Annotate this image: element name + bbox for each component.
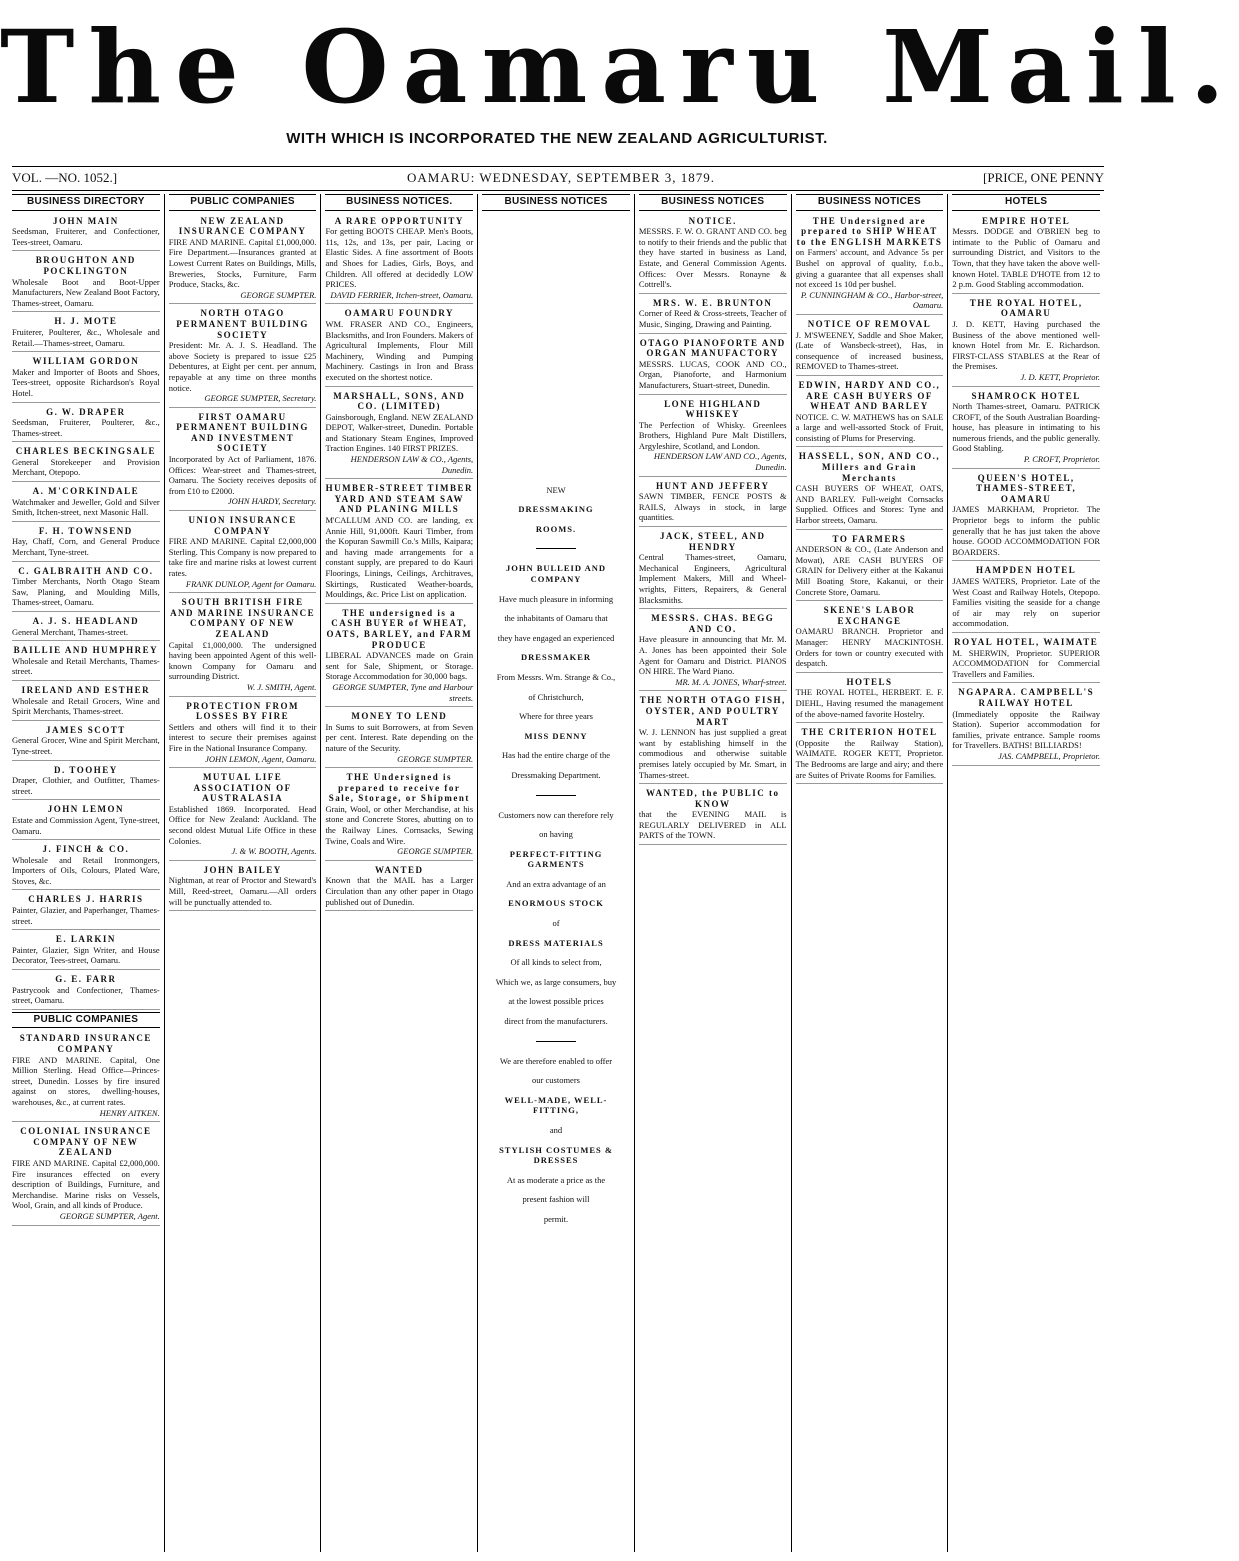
advertisement — [12, 314, 160, 352]
advertisement — [796, 317, 944, 376]
ad-body: Central Thames-street, Oamaru, Mechanical Engineers, Agricultural Implement Makers, Mill and Wheel-wrights, Fitters, Repairers, & General Blacksmiths. — [638, 552, 787, 605]
advertisement — [639, 479, 787, 527]
dressmaking-advertisement — [482, 214, 630, 1225]
ad-body: Draper, Clothier, and Outfitter, Thames-street. — [12, 775, 160, 796]
column-heading: PUBLIC COMPANIES — [169, 194, 317, 211]
ad-body: Corner of Reed & Cross-streets, Teacher of Music, Singing, Drawing and Painting. — [638, 308, 787, 329]
feature-line: And an extra advantage of an — [506, 878, 606, 889]
ad-heading: NEW ZEALAND INSURANCE COMPANY — [178, 215, 307, 237]
ad-heading: MONEY TO LEND — [351, 711, 448, 722]
ad-heading: IRELAND AND ESTHER — [21, 684, 151, 695]
advertisement — [639, 296, 787, 334]
ad-heading: ROYAL HOTEL, WAIMATE — [954, 636, 1099, 647]
advertisement — [12, 763, 160, 801]
feature-line: permit. — [543, 1213, 569, 1224]
ad-heading: D. TOOHEY — [54, 764, 118, 775]
ad-body: Timber Merchants, North Otago Steam Saw, Planing, and Moulding Mills, Thames-street, Oamaru. — [12, 576, 160, 608]
ad-body: Nightman, at rear of Proctor and Steward's Mill, Reed-street, Oamaru.—All orders will be punctually attended to. — [168, 875, 317, 907]
ad-signature: P. CROFT, Proprietor. — [1023, 454, 1101, 465]
ad-body: JAMES WATERS, Proprietor. Late of the West Coast and Railway Hotels, Otepopo. Families visiting the seaside for a change of air may rely on superior accommodation. — [952, 576, 1101, 629]
advertisement — [952, 296, 1100, 387]
ad-list — [325, 214, 473, 912]
top-rule — [12, 166, 1104, 167]
ad-list — [12, 1031, 160, 1225]
ad-body: Incorporated by Act of Parliament, 1876. Offices: Wear-street and Thames-street, Oamaru. The Society receives deposits of from £10 to £2000. — [168, 454, 317, 496]
advertisement — [169, 214, 317, 305]
feature-line: MISS DENNY — [524, 730, 588, 741]
feature-line: of — [552, 918, 560, 929]
ad-heading: SHAMROCK HOTEL — [971, 390, 1081, 401]
separator — [536, 795, 576, 796]
ad-signature: GEORGE SUMPTER. — [240, 289, 317, 300]
ad-heading: CHARLES J. HARRIS — [28, 894, 144, 905]
ad-signature: W. J. SMITH, Agent. — [246, 681, 317, 692]
feature-line: Which we, as large consumers, buy — [495, 976, 617, 987]
advertisement — [639, 786, 787, 845]
ad-signature: JOHN LEMON, Agent, Oamaru. — [205, 753, 317, 764]
ad-body: General Storekeeper and Provision Merchant, Otepopo. — [12, 456, 160, 478]
ad-heading: BAILLIE AND HUMPHREY — [13, 645, 159, 656]
column-subheading: PUBLIC COMPANIES — [12, 1012, 160, 1029]
ad-body: M. SHERWIN, Proprietor. SUPERIOR ACCOMMODATION for Commercial Travellers and Families. — [952, 647, 1101, 679]
ad-body: FIRE AND MARINE. Capital £2,000,000. Fire insurances effected on every description of Buildings, Furniture, and Merchandise. Marine risks on Vessels, Wool, Grain, and all kinds of Produce. — [12, 1157, 160, 1211]
feature-line: the inhabitants of Oamaru that — [504, 613, 608, 624]
feature-line: STYLISH COSTUMES & DRESSES — [499, 1144, 613, 1166]
ad-body: FIRE AND MARINE. Capital, One Million Sterling. Head Office—Princes-street, Dunedin. Losses by fire insured against on stores, dwelling-houses, warehouses, &c., at current rates. — [12, 1054, 160, 1107]
feature-line: DRESS MATERIALS — [508, 937, 604, 948]
ad-body: Estate and Commission Agent, Tyne-street, Oamaru. — [12, 814, 160, 836]
ad-heading: G. E. FARR — [55, 974, 117, 985]
feature-line: JOHN BULLEID AND COMPANY — [505, 563, 607, 584]
ad-heading: G. W. DRAPER — [46, 406, 126, 417]
separator — [536, 548, 576, 549]
feature-line: Have much pleasure in informing — [498, 593, 614, 604]
advertisement — [639, 397, 787, 477]
ad-list — [12, 214, 160, 1010]
feature-line: direct from the manufacturers. — [504, 1016, 608, 1027]
ad-heading: HUMBER-STREET TIMBER YARD AND STEAM SAW AND PLANING MILLS — [325, 483, 474, 515]
ad-heading: THE Undersigned are prepared to SHIP WHEAT to the ENGLISH MARKETS — [796, 215, 943, 247]
advertisement — [12, 253, 160, 312]
ad-heading: JACK, STEEL, AND HENDRY — [659, 531, 766, 552]
advertisement — [12, 354, 160, 402]
masthead — [0, 0, 1239, 175]
ad-heading: EDWIN, HARDY AND CO., ARE CASH BUYERS OF WHEAT AND BARLEY — [798, 379, 941, 412]
ad-heading: J. FINCH & CO. — [42, 844, 130, 855]
ad-body: North Thames-street, Oamaru. PATRICK CROFT, of the South Australian Boarding-house, has pleasure in intimating to his numerous friends, and the public generally. Good Stabling. — [952, 401, 1101, 454]
feature-line: our customers — [532, 1075, 580, 1086]
ad-body: Watchmaker and Jeweller, Gold and Silver Smith, Itchen-street, next Masonic Hall. — [12, 496, 160, 518]
ad-body: For getting BOOTS CHEAP. Men's Boots, 11s, 12s, and 13s, per pair, Lacing or Elastic Sides. A fine assortment of Boots and Shoes for Ladies, Girls, Boys, and Children. All offered at decidedly LOW PRICES. — [325, 226, 474, 290]
ad-body: Wholesale and Retail Ironmongers, Importers of Oils, Colours, Plated Ware, Stoves, &c. — [12, 854, 160, 886]
ad-body: MESSRS. F. W. O. GRANT AND CO. beg to notify to their friends and the public that they have started in business as Land, Estate, and General Commission Agents. Offices: Over Messrs. Ronayne & Cottrell's. — [638, 226, 787, 290]
advertisement — [12, 564, 160, 612]
ad-body: WM. FRASER AND CO., Engineers, Blacksmiths, and Iron Founders. Makers of Agricultural Implements, Flour Mill Machinery, Winding and Pumping Machinery. Castings in Iron and Brass executed on the shortest notice. — [325, 318, 474, 382]
feature-line: Customers now can therefore rely — [498, 809, 614, 820]
advertisement — [12, 802, 160, 840]
feature-line: present fashion will — [522, 1194, 590, 1205]
advertisement — [12, 524, 160, 562]
advertisement — [325, 606, 473, 707]
ad-heading: FIRST OAMARU PERMANENT BUILDING AND INVESTMENT SOCIETY — [176, 411, 309, 454]
newspaper-subtitle: WITH WHICH IS INCORPORATED THE NEW ZEALAND AGRICULTURIST. — [286, 130, 828, 147]
advertisement — [796, 532, 944, 602]
feature-line: Dressmaking Department. — [511, 769, 601, 780]
ad-body: General Merchant, Thames-street. — [12, 626, 128, 637]
advertisement — [169, 410, 317, 511]
ad-body: Hay, Chaff, Corn, and General Produce Merchant, Tyne-street. — [12, 536, 160, 558]
ad-body: Settlers and others will find it to their interest to secure their premises against Fire in the National Insurance Company. — [168, 721, 317, 753]
ad-heading: LONE HIGHLAND WHISKEY — [664, 398, 762, 420]
feature-line: DRESSMAKING — [518, 504, 594, 515]
feature-line: ROOMS. — [535, 523, 577, 534]
ad-body: CASH BUYERS OF WHEAT, OATS, AND BARLEY. Full-weight Cornsacks Supplied. Offices and Stores: Tyne and Harbor streets, Oamaru. — [795, 483, 944, 526]
ad-heading: THE CRITERION HOTEL — [801, 727, 938, 738]
ad-body: Maker and Importer of Boots and Shoes, Tees-street, opposite Richardson's Royal Hotel. — [12, 366, 160, 398]
advertisement — [796, 603, 944, 673]
ad-heading: UNION INSURANCE COMPANY — [188, 515, 297, 536]
ad-body: LIBERAL ADVANCES made on Grain sent for Sale, Shipment, or Storage. Storage Accommodation for 30,000 bags. — [325, 650, 474, 682]
ad-body: In Sums to suit Borrowers, at from Seven per cent. Interest. Rate depending on the nature of the Security. — [325, 721, 474, 753]
dateline: OAMARU: WEDNESDAY, SEPTEMBER 3, 1879. — [407, 170, 715, 185]
ad-body: Seedsman, Fruiterer, Poulterer, &c., Thames-street. — [12, 417, 160, 438]
ad-body: W. J. LENNON has just supplied a great want by establishing himself in the commodious and otherwise suitable premises lately occupied by Mr. Smart, in Thames-street. — [638, 727, 787, 780]
advertisement — [12, 444, 160, 482]
column-business-notices-1 — [320, 194, 477, 1552]
feature-line: DRESSMAKER — [521, 652, 591, 663]
advertisement — [952, 471, 1100, 562]
ad-heading: JOHN LEMON — [47, 804, 124, 815]
ad-signature: JOHN HARDY, Secretary. — [227, 496, 317, 507]
ad-body: M'CALLUM AND CO. are landing, ex Annie Hill, 91,000ft. Kauri Timber, from the Kopuran Sawmill Co.'s Mills, Kaipara; and having made arrangements for a constant supply, are prepared to do Kauri Floorings, Linings, Ceilings, Architraves, Skirtings, Rusticated Weather-boards, Mouldings, &c. Price List on application. — [325, 515, 474, 600]
ad-heading: NORTH OTAGO PERMANENT BUILDING SOCIETY — [176, 308, 309, 340]
advertisement — [12, 1031, 160, 1122]
feature-line: they have engaged an experienced — [497, 632, 615, 643]
ad-heading: HASSELL, SON, AND CO., Millers and Grain Merchants — [798, 451, 941, 483]
ad-body: (Opposite the Railway Station), WAIMATE. ROGER KETT, Proprietor. The Bedrooms are large and airy; and there are Suites of Private Rooms for Families. — [795, 737, 944, 780]
advertisement — [325, 770, 473, 861]
ad-heading: NOTICE. — [688, 215, 737, 226]
ad-body: MESSRS. LUCAS, COOK AND CO., Organ, Pianoforte, and Harmonium Manufacturers, Stuart-street, Dunedin. — [638, 358, 787, 390]
ad-body: Wholesale and Retail Merchants, Thames-street. — [12, 655, 160, 677]
advertisement — [796, 214, 944, 315]
issue-info-bar — [12, 170, 1104, 190]
column-business-notices-2 — [634, 194, 791, 1552]
advertisement — [952, 214, 1100, 294]
advertisement — [796, 725, 944, 784]
column-public-companies — [164, 194, 321, 1552]
ad-heading: OAMARU FOUNDRY — [344, 308, 455, 319]
feature-line: PERFECT-FITTING GARMENTS — [509, 848, 603, 870]
advertisement — [169, 863, 317, 911]
ad-heading: BROUGHTON AND POCKLINGTON — [35, 255, 136, 276]
ad-heading: A RARE OPPORTUNITY — [334, 215, 464, 226]
column-heading: HOTELS — [952, 194, 1100, 211]
ad-body: Wholesale Boot and Boot-Upper Manufacturers, New Zealand Boot Factory, Thames-street, Oamaru. — [12, 276, 160, 308]
feature-line: Where for three years — [519, 711, 593, 722]
ad-heading: THE Undersigned is prepared to receive for Sale, Storage, or Shipment — [328, 772, 470, 804]
ad-heading: EMPIRE HOTEL — [982, 215, 1071, 226]
advertisement — [169, 699, 317, 769]
ad-body: Seedsman, Fruiterer, and Confectioner, Tees-street, Oamaru. — [12, 226, 160, 247]
feature-line: on having — [539, 829, 573, 840]
ad-heading: SKENE'S LABOR EXCHANGE — [823, 605, 916, 626]
column-heading: BUSINESS NOTICES — [482, 194, 630, 211]
advertisement — [12, 683, 160, 721]
ad-body: Painter, Glazier, and Paperhanger, Thames-street. — [12, 905, 160, 926]
ad-heading: WILLIAM GORDON — [32, 356, 140, 367]
ad-heading: SOUTH BRITISH FIRE AND MARINE INSURANCE COMPANY OF NEW ZEALAND — [170, 597, 316, 639]
ad-heading: QUEEN'S HOTEL, THAMES-STREET, OAMARU — [976, 472, 1077, 504]
ad-body: Gainsborough, England. NEW ZEALAND DEPOT, Walker-street, Dunedin. Portable and Stationary Steam Engines, Improved Traction Engines. 140 FIRST PRIZES. — [325, 411, 474, 454]
advertisement — [12, 842, 160, 890]
ad-body: on Farmers' account, and Advance 5s per Bushel on approval of quality, f.o.b., giving a guarantee that all expenses shall not exceed 1s 10d per bushel. — [795, 247, 944, 290]
volume-number: VOL. —NO. 1052.] — [12, 170, 118, 185]
feature-line: We are therefore enabled to offer — [499, 1055, 613, 1066]
ad-heading: TO FARMERS — [832, 533, 907, 544]
ad-body: FIRE AND MARINE. Capital £1,000,000. Fire Department.—Insurances granted at Lowest Current Rates on Buildings, Mills, Breweries, Stocks, Furniture, Farm Produce, Stacks, &c. — [168, 236, 317, 290]
advertisement — [952, 685, 1100, 765]
ad-signature: GEORGE SUMPTER, Tyne and Harbour streets. — [332, 681, 474, 703]
separator — [536, 1041, 576, 1042]
ad-signature: GEORGE SUMPTER, Agent. — [59, 1210, 160, 1221]
ad-heading: NGAPARA. CAMPBELL'S RAILWAY HOTEL — [958, 687, 1095, 708]
ad-heading: MARSHALL, SONS, AND CO. (LIMITED) — [333, 390, 466, 412]
ad-body: Known that the MAIL has a Larger Circulation than any other paper in Otago published out of Dunedin. — [325, 875, 474, 907]
advertisement — [639, 611, 787, 691]
advertisement — [639, 529, 787, 609]
ad-heading: JOHN BAILEY — [203, 864, 282, 875]
ad-heading: THE undersigned is a CASH BUYER of WHEAT, OATS, BARLEY, and FARM PRODUCE — [326, 607, 473, 650]
column-hotels — [947, 194, 1104, 1552]
advertisement — [796, 378, 944, 448]
ad-body: Fruiterer, Poulterer, &c., Wholesale and Retail.—Thames-street, Oamaru. — [12, 326, 160, 348]
ad-heading: THE NORTH OTAGO FISH, OYSTER, AND POULTRY MART — [639, 695, 786, 727]
feature-line: Has had the entire charge of the — [502, 750, 610, 761]
advertisement — [325, 863, 473, 911]
ad-body: SAWN TIMBER, FENCE POSTS & RAILS, Always in stock, in large quantities. — [638, 491, 787, 523]
feature-line: of Christchurch, — [528, 691, 584, 702]
ad-heading: A. J. S. HEADLAND — [32, 616, 140, 626]
advertisement — [169, 306, 317, 407]
ad-signature: J. & W. BOOTH, Agents. — [231, 846, 317, 857]
ad-body: Capital £1,000,000. The undersigned having been appointed Agent of this well-known Company for Oamaru and surrounding District. — [168, 639, 317, 682]
ad-signature: P. CUNNINGHAM & CO., Harbor-street, Oamaru. — [800, 289, 944, 311]
ad-body: ANDERSON & CO., (Late Anderson and Mowat), ARE CASH BUYERS OF GRAIN for Delivery either at the Kakanui Mill Boating Store, Kakanui, or their Concrete Store, Oamaru. — [795, 544, 944, 597]
ad-body: FIRE AND MARINE. Capital £2,000,000 Sterling. This Company is now prepared to take fire and marine risks at lowest current rates. — [168, 536, 317, 578]
advertisement — [12, 972, 160, 1010]
ad-heading: THE ROYAL HOTEL, OAMARU — [969, 297, 1083, 319]
advertisement — [169, 595, 317, 696]
feature-line: NEW — [546, 484, 566, 495]
ad-body: NOTICE. C. W. MATHEWS has on SALE a large and well-assorted Stock of Fruit, consisting of Plums for Preserving. — [795, 411, 944, 443]
ad-list — [952, 214, 1100, 766]
ad-signature: HENDERSON LAW & CO., Agents, Dunedin. — [350, 454, 474, 475]
ad-heading: C. GALBRAITH AND CO. — [18, 565, 154, 576]
ad-list — [169, 214, 317, 912]
ad-heading: MUTUAL LIFE ASSOCIATION OF AUSTRALASIA — [193, 772, 292, 804]
ad-body: THE ROYAL HOTEL, HERBERT. E. F. DIEHL, Having resumed the management of the above-named favorite Hostelry. — [795, 687, 944, 719]
ad-heading: STANDARD INSURANCE COMPANY — [19, 1033, 152, 1054]
advertisement — [325, 481, 473, 604]
advertisement — [169, 770, 317, 861]
advertisement — [12, 932, 160, 970]
ad-body: Messrs. DODGE and O'BRIEN beg to intimate to the Public of Oamaru and surrounding District, and Visitors to the Town, that they have taken the above well-known Hotel. TABLE D'HOTE from 12 to 2 p.m. Good Stabling accommodation. — [952, 226, 1101, 290]
advertisement — [325, 214, 473, 305]
advertisement — [12, 1124, 160, 1225]
feature-line: WELL-MADE, WELL-FITTING, — [504, 1094, 608, 1116]
ad-list — [796, 214, 944, 785]
advertisement — [12, 214, 160, 252]
ad-body: Painter, Glazier, Sign Writer, and House Decorator, Tees-street, Oamaru. — [12, 944, 160, 966]
feature-line: Of all kinds to select from, — [510, 957, 602, 968]
ad-body: J. D. KETT, Having purchased the Business of the above mentioned well-known Hotel from Mr. E. Richardson. FIRST-CLASS STABLES at the Rear of the Premises. — [952, 318, 1101, 372]
ad-signature: GEORGE SUMPTER. — [397, 846, 474, 857]
column-business-directory — [12, 194, 164, 1552]
ad-body: (Immediately opposite the Railway Station). Superior accommodation for families, private entrance. Sample rooms for Travellers. BATHS! BILLIARDS! — [952, 708, 1101, 751]
ad-heading: COLONIAL INSURANCE COMPANY OF NEW ZEALAND — [20, 1126, 152, 1158]
ad-body: Grain, Wool, or other Merchandise, at his stone and Concrete Stores, abutting on to the Railway Lines. Cornsacks, Sewing Twine, Coals and Wire. — [325, 803, 474, 846]
ad-body: that the EVENING MAIL is REGULARLY DELIVERED in ALL PARTS of the TOWN. — [638, 809, 787, 841]
advertisement — [12, 892, 160, 930]
ad-heading: MRS. W. E. BRUNTON — [653, 297, 773, 308]
ad-heading: MESSRS. CHAS. BEGG AND CO. — [651, 613, 775, 634]
ad-heading: JAMES SCOTT — [45, 724, 126, 735]
ad-heading: H. J. MOTE — [54, 316, 118, 327]
ad-body: General Grocer, Wine and Spirit Merchant, Tyne-street. — [12, 735, 160, 756]
feature-line: At as moderate a price as the — [506, 1174, 606, 1185]
ad-signature: DAVID FERRIER, Itchen-street, Oamaru. — [330, 289, 474, 300]
ad-body: Have pleasure in announcing that Mr. M. A. Jones has been appointed their Sole Agent for Oamaru and District. PIANOS ON HIRE. The Ward Piano. — [638, 634, 787, 677]
ad-body: President: Mr. A. J. S. Headland. The above Society is prepared to issue £25 Debentures, at Eight per cent. per annum, repayable at any time on three months notice. — [168, 340, 317, 393]
ad-heading: HAMPDEN HOTEL — [976, 565, 1077, 576]
bottom-rule — [12, 190, 1104, 191]
column-business-notices-3 — [791, 194, 948, 1552]
ad-heading: OTAGO PIANOFORTE AND ORGAN MANUFACTORY — [639, 337, 786, 359]
price: [PRICE, ONE PENNY — [983, 170, 1104, 185]
ad-signature: HENRY AITKEN. — [99, 1107, 160, 1118]
ad-signature: J. D. KETT, Proprietor. — [1020, 371, 1101, 382]
ad-signature: MR. M. A. JONES, Wharf-street. — [675, 676, 787, 687]
feature-line: and — [549, 1125, 563, 1135]
ad-body: Wholesale and Retail Grocers, Wine and Spirit Merchants, Thames-street. — [12, 695, 160, 717]
ad-signature: GEORGE SUMPTER. — [397, 753, 474, 764]
ad-heading: WANTED — [375, 864, 424, 875]
advertisement — [12, 643, 160, 681]
column-heading: BUSINESS NOTICES — [639, 194, 787, 211]
ad-heading: NOTICE OF REMOVAL — [807, 318, 932, 329]
ad-heading: WANTED, the PUBLIC to KNOW — [645, 788, 780, 809]
ad-signature: HENDERSON LAW AND CO., Agents, Dunedin. — [653, 451, 787, 473]
ad-list — [639, 214, 787, 845]
ad-body: The Perfection of Whisky. Greenlees Brothers, Highland Pure Malt Distillers, Argyleshire, Scotland, and London. — [638, 419, 787, 451]
advertisement — [12, 405, 160, 443]
ad-heading: HOTELS — [846, 676, 893, 687]
ad-heading: HUNT AND JEFFERY — [655, 480, 770, 491]
ad-heading: E. LARKIN — [55, 934, 116, 945]
ad-signature: JAS. CAMPBELL, Proprietor. — [998, 750, 1101, 761]
ad-heading: PROTECTION FROM LOSSES BY FIRE — [186, 700, 299, 722]
ad-body: OAMARU BRANCH. Proprietor and Manager: HENRY MACKINTOSH. Orders for town or country executed with despatch. — [795, 626, 944, 669]
columns-container — [12, 194, 1104, 1552]
advertisement — [796, 675, 944, 723]
ad-heading: CHARLES BECKINGSALE — [15, 446, 156, 457]
advertisement — [169, 513, 317, 593]
advertisement — [325, 709, 473, 768]
advertisement — [952, 635, 1100, 683]
advertisement — [12, 723, 160, 761]
newspaper-title: The Oamaru Mail. — [0, 8, 1239, 126]
advertisement — [639, 693, 787, 784]
advertisement — [952, 389, 1100, 469]
column-dressmaking-feature — [477, 194, 634, 1552]
column-heading: BUSINESS NOTICES. — [325, 194, 473, 211]
ad-signature: FRANK DUNLOP, Agent for Oamaru. — [185, 578, 317, 589]
ad-body: Pastrycook and Confectioner, Thames-street, Oamaru. — [12, 984, 160, 1006]
feature-line: ENORMOUS STOCK — [508, 898, 604, 909]
ad-body: Established 1869. Incorporated. Head Office for New Zealand: Auckland. The second oldest Mutual Life Office in these Colonies. — [168, 803, 317, 846]
advertisement — [639, 336, 787, 395]
feature-line: at the lowest possible prices — [508, 996, 604, 1007]
column-heading: BUSINESS NOTICES — [796, 194, 944, 211]
ad-heading: A. M'CORKINDALE — [32, 486, 140, 497]
advertisement — [796, 449, 944, 529]
ad-signature: GEORGE SUMPTER, Secretary. — [204, 393, 317, 404]
advertisement — [639, 214, 787, 294]
ad-heading: JOHN MAIN — [52, 215, 119, 226]
advertisement — [325, 389, 473, 480]
ad-body: J. M'SWEENEY, Saddle and Shoe Maker, (Late of Wansbeck-street), Has, in consequence of increased business, REMOVED to Thames-street. — [795, 329, 944, 372]
ad-heading: F. H. TOWNSEND — [38, 525, 133, 536]
ad-body: JAMES MARKHAM, Proprietor. The Proprietor begs to inform the public generally that he has just taken the above house. GOOD ACCOMMODATION FOR BOARDERS. — [952, 504, 1101, 557]
advertisement — [325, 306, 473, 386]
column-heading: BUSINESS DIRECTORY — [12, 194, 160, 211]
advertisement — [952, 563, 1100, 633]
feature-line: From Messrs. Wm. Strange & Co., — [496, 671, 616, 682]
advertisement — [12, 614, 160, 641]
advertisement — [12, 484, 160, 522]
